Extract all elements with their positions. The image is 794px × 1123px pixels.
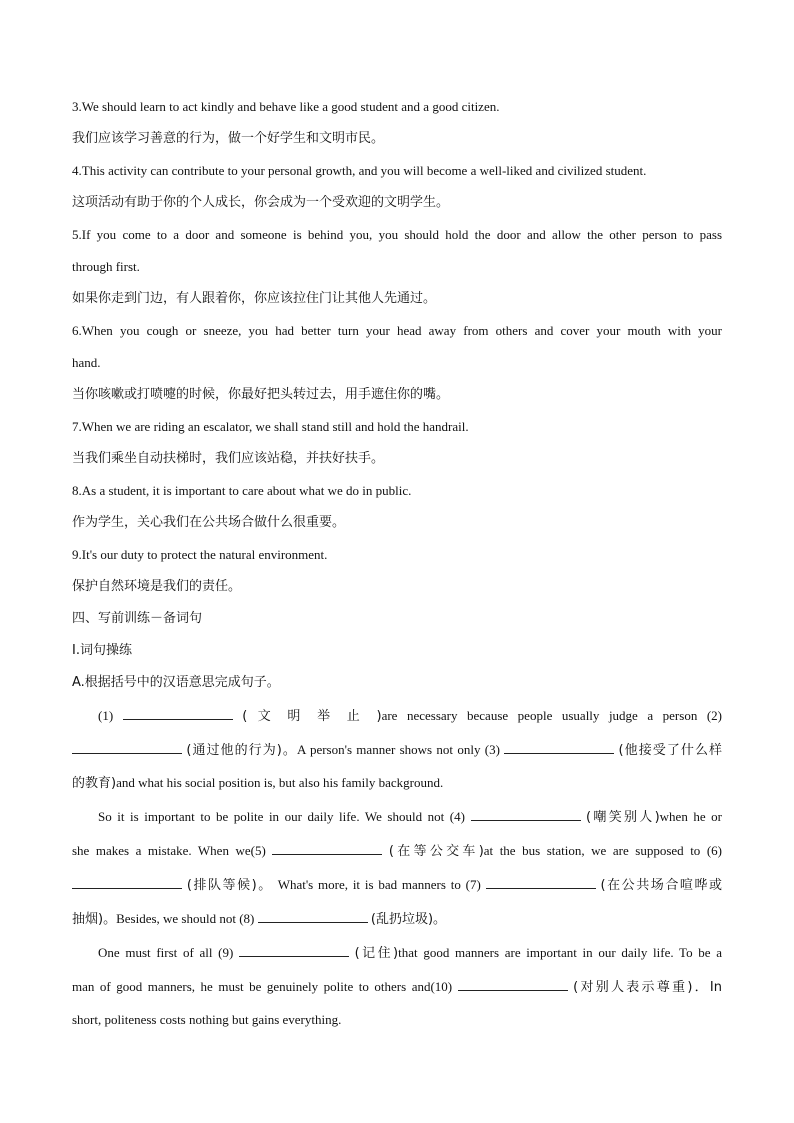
answer-blank-8[interactable] bbox=[258, 910, 368, 923]
para2-text-6: Besides, we should not (8) bbox=[116, 911, 255, 926]
sentence-7-en: 7.When we are riding an escalator, we shall stand still and hold the handrail. bbox=[72, 419, 469, 434]
hint-3-cont: 的教育) bbox=[72, 776, 117, 791]
hint-7-cont: 抽烟)。 bbox=[72, 912, 117, 927]
hint-7: (在公共场合喧哗或 bbox=[600, 878, 723, 893]
answer-blank-2[interactable] bbox=[72, 741, 182, 754]
hint-6: (排队等候)。 bbox=[186, 878, 273, 893]
answer-blank-6[interactable] bbox=[72, 876, 182, 889]
para1-line2 bbox=[72, 741, 722, 759]
para1-text-2: A person's manner shows not only (3) bbox=[296, 742, 500, 757]
sentence-4-en: 4.This activity can contribute to your personal growth, and you will become a well-liked and civilized student. bbox=[72, 163, 647, 178]
para2-text-5: What's more, it is bad manners to (7) bbox=[277, 877, 481, 892]
para1-line3 bbox=[72, 775, 722, 792]
para3-text-3: man of good manners, he must be genuinely polite to others and(10) bbox=[72, 979, 453, 994]
sentence-5-en-line1: 5.If you come to a door and someone is behind you, you should hold the door and allow the other person to pass bbox=[72, 227, 722, 242]
answer-blank-1[interactable] bbox=[123, 707, 233, 720]
document-content bbox=[72, 99, 722, 1044]
sentence-3-zh: 我们应该学习善意的行为，做一个好学生和文明市民。 bbox=[72, 131, 385, 146]
answer-blank-4[interactable] bbox=[471, 808, 581, 821]
hint-9: (记住) bbox=[354, 946, 399, 961]
para2-line3 bbox=[72, 876, 722, 894]
para3-line2 bbox=[72, 978, 722, 996]
para1-line1 bbox=[72, 707, 722, 725]
answer-blank-9[interactable] bbox=[239, 944, 349, 957]
hint-10: (对别人表示尊重)．In bbox=[573, 980, 723, 995]
answer-blank-10[interactable] bbox=[458, 978, 568, 991]
sentence-4-zh: 这项活动有助于你的个人成长，你会成为一个受欢迎的文明学生。 bbox=[72, 195, 450, 210]
para3-text-4: short, politeness costs nothing but gains everything. bbox=[72, 1012, 342, 1027]
para3-line1 bbox=[72, 944, 722, 962]
hint-4: (嘲笑别人) bbox=[586, 810, 660, 825]
sentence-5-en-line2: through first. bbox=[72, 259, 140, 274]
sentence-8-zh: 作为学生，关心我们在公共场合做什么很重要。 bbox=[72, 515, 346, 530]
sentence-8-en: 8.As a student, it is important to care about what we do in public. bbox=[72, 483, 412, 498]
para2-line4 bbox=[72, 910, 722, 928]
hint-8: (乱扔垃圾)。 bbox=[370, 912, 447, 927]
sentence-6-zh: 当你咳嗽或打喷嚏的时候，你最好把头转过去，用手遮住你的嘴。 bbox=[72, 387, 450, 402]
para3-text-1: One must first of all (9) bbox=[98, 945, 234, 960]
hint-1: ( 文 明 举 止 ) bbox=[242, 709, 382, 724]
instruction: A.根据括号中的汉语意思完成句子。 bbox=[72, 675, 280, 690]
hint-2: (通过他的行为)。 bbox=[186, 743, 297, 758]
sentence-3-en: 3.We should learn to act kindly and behave like a good student and a good citizen. bbox=[72, 99, 500, 114]
sentence-9-en: 9.It's our duty to protect the natural environment. bbox=[72, 547, 328, 562]
hint-3: (他接受了什么样 bbox=[618, 743, 722, 758]
para2-text-3: she makes a mistake. When we(5) bbox=[72, 843, 266, 858]
hint-5: (在等公交车) bbox=[388, 844, 484, 859]
subheading: I.词句操练 bbox=[72, 643, 132, 658]
para3-text-2: that good manners are important in our daily life. To be a bbox=[398, 945, 722, 960]
answer-blank-5[interactable] bbox=[272, 842, 382, 855]
section-heading: 四、写前训练－备词句 bbox=[72, 611, 203, 626]
para2-text-2: when he or bbox=[659, 809, 722, 824]
answer-blank-7[interactable] bbox=[486, 876, 596, 889]
sentence-6-en-line1: 6.When you cough or sneeze, you had better turn your head away from others and cover your mouth with your bbox=[72, 323, 722, 338]
blank-number-1: (1) bbox=[98, 708, 114, 723]
para2-line1 bbox=[72, 808, 722, 826]
sentence-5-zh: 如果你走到门边，有人跟着你，你应该拉住门让其他人先通过。 bbox=[72, 291, 437, 306]
answer-blank-3[interactable] bbox=[504, 741, 614, 754]
sentence-9-zh: 保护自然环境是我们的责任。 bbox=[72, 579, 242, 594]
para2-line2 bbox=[72, 842, 722, 860]
para2-text-1: So it is important to be polite in our daily life. We should not (4) bbox=[98, 809, 465, 824]
para1-text-3: and what his social position is, but also his family background. bbox=[116, 775, 444, 790]
para2-text-4: at the bus station, we are supposed to (6) bbox=[483, 843, 723, 858]
para3-line3 bbox=[72, 1012, 722, 1028]
sentence-7-zh: 当我们乘坐自动扶梯时，我们应该站稳，并扶好扶手。 bbox=[72, 451, 385, 466]
sentence-6-en-line2: hand. bbox=[72, 355, 101, 370]
para1-text-1: are necessary because people usually judge a person (2) bbox=[381, 708, 723, 723]
